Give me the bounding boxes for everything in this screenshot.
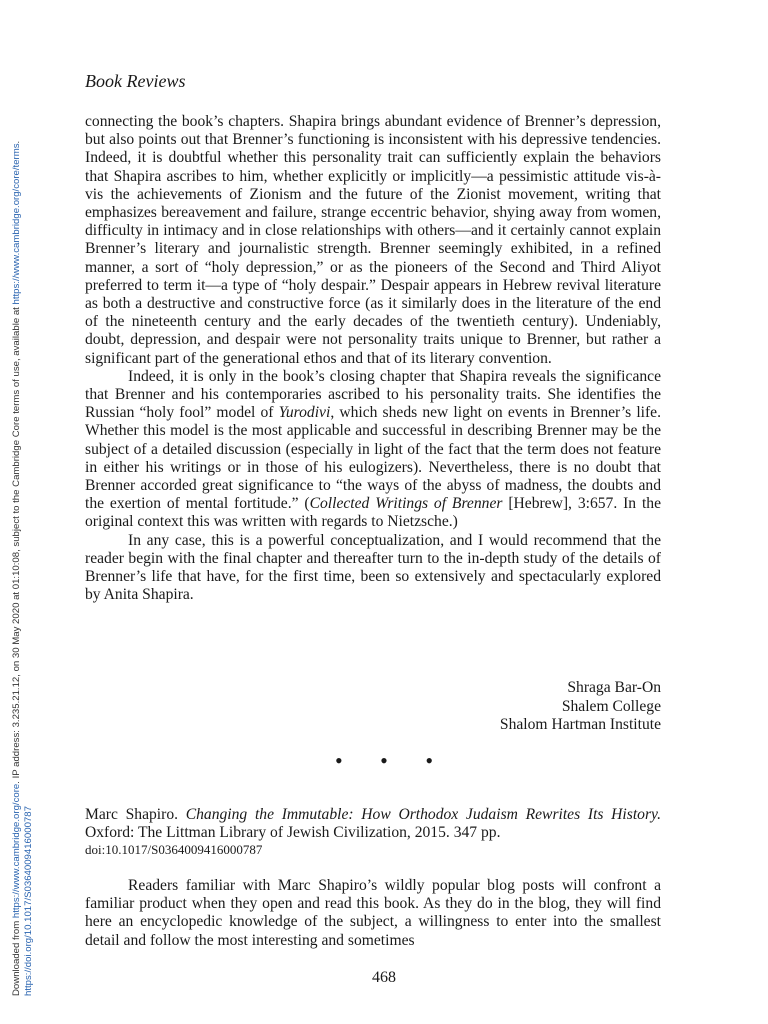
watermark-text bbox=[11, 141, 35, 996]
review-1-body bbox=[85, 113, 661, 604]
review-1-paragraph-3: In any case, this is a powerful conceptualization, and I would recommend that the reader begin with the final chapter and thereafter turn to the in-depth study of the details of Brenner’s life that have, for the first time, been so extensively and spectacularly explored by Anita Shapira. bbox=[85, 531, 661, 604]
review-2-paragraph-1: Readers familiar with Marc Shapiro’s wildly popular blog posts will confront a familiar product when they open and read this book. As they do in the blog, they will find here an encyclopedic knowledge of the subject, a willingness to enter into the smallest detail and follow the most interesting and sometimes bbox=[85, 877, 661, 949]
watermark-line-2 bbox=[23, 141, 35, 996]
collected-writings-title: Collected Writings of Brenner bbox=[309, 495, 503, 513]
book-author: Marc Shapiro. bbox=[85, 806, 186, 823]
book-title: Changing the Immutable: How Orthodox Judaism Rewrites Its History. bbox=[185, 806, 661, 823]
download-watermark bbox=[0, 0, 34, 1024]
reviewer-name: Shraga Bar-On bbox=[567, 679, 661, 696]
reviewer-affiliation-2: Shalom Hartman Institute bbox=[499, 716, 661, 734]
running-head: Book Reviews bbox=[85, 71, 186, 91]
page-number: 468 bbox=[372, 969, 396, 986]
cambridge-core-link[interactable]: https://www.cambridge.org/core bbox=[11, 783, 22, 919]
yurodivi-term: Yurodivi bbox=[278, 404, 331, 422]
reviewer-signature bbox=[500, 679, 661, 735]
review-1-paragraph-2: Indeed, it is only in the book’s closing chapter that Shapira reveals the significance that Brenner and his contemporaries ascribed to his personality traits. She identifies the Russian “holy fool” model of Yurodivi, which sheds new light on events in Brenner’s life. Whether this model is the most applicable and successful in describing Brenner may be the subject of a detailed discussion (especially in light of the fact that the term does not feature in either his writings or in those of his eulogizers). Nevertheless, there is no doubt that Brenner accorded great significance to “the ways of the abyss of madness, the doubts and the exertion of mental fortitude.” (Collected Writings of Brenner [Hebrew], 3:657. In the original context this was written with regards to Nietzsche.) bbox=[85, 367, 662, 531]
review-2-body bbox=[85, 877, 661, 950]
review-1-paragraph-1: connecting the book’s chapters. Shapira brings abundant evidence of Brenner’s depression, but also points out that Brenner’s functioning is inconsistent with his depressive tendencies. Indeed, it is doubtful whether this personality trait can sufficiently explain the behaviors that Shapira ascribes to him, whether explicitly or implicitly—a pessimistic attitude vis-à-vis the achievements of Zionism and the future of the Zionist movement, writing that emphasizes bereavement and failure, strange eccentric behavior, shying away from women, difficulty in intimacy and in close relationships with others—and it certainly cannot explain Brenner’s literary and journalistic strength. Brenner seemingly exhibited, in a refined manner, a sort of “holy depression,” or as the pioneers of the Second and Third Aliyot preferred to term it—a type of “holy despair.” Despair appears in Hebrew revival literature as both a destructive and constructive force (as it similarly does in the literature of the end of the nineteenth century and the early decades of the twentieth century). Undeniably, doubt, depression, and despair were not personality traits unique to Brenner, but rather a significant part of the generational ethos and that of its literary convention. bbox=[85, 113, 661, 367]
doi-link[interactable]: https://doi.org/10.1017/S0364009416000787 bbox=[23, 806, 34, 996]
review-2-doi: doi:10.1017/S0364009416000787 bbox=[85, 842, 263, 857]
book-publisher: Oxford: The Littman Library of Jewish Civilization, 2015. 347 pp. bbox=[85, 824, 501, 842]
watermark-line-1: Downloaded from https://www.cambridge.org/core. IP address: 3.235.21.12, on 30 May 2020 at 01:10:08, subject to the Cambridge Core terms of use, available at https://www.cambridge.org/core/terms. bbox=[11, 140, 22, 996]
reviewer-affiliation-1: Shalem College bbox=[561, 697, 661, 715]
section-separator: • • • bbox=[334, 748, 450, 773]
review-2-citation bbox=[85, 806, 661, 842]
terms-of-use-link[interactable]: https://www.cambridge.org/core/terms bbox=[11, 143, 22, 305]
